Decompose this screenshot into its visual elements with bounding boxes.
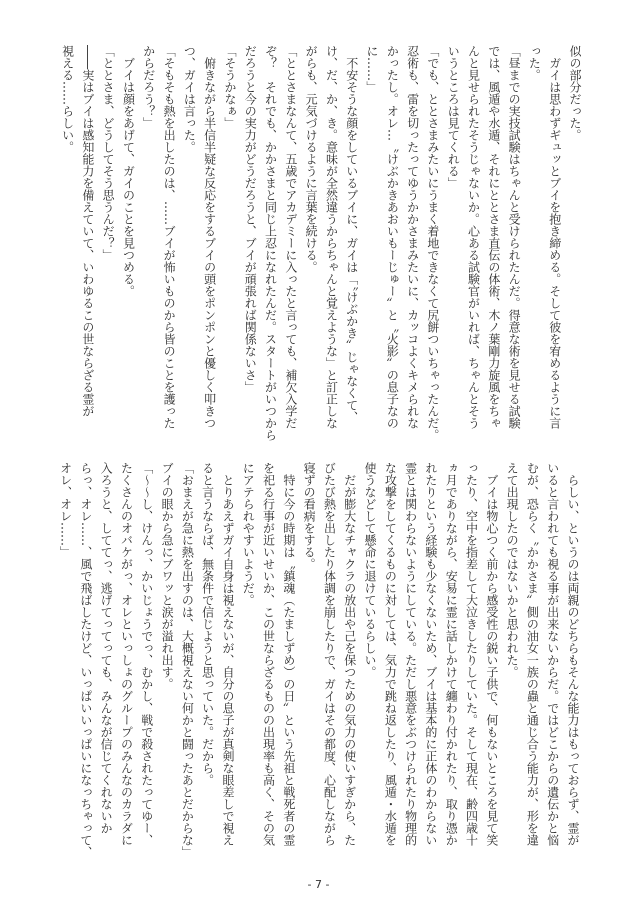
text-line: 「そうかなぁ」 [222, 45, 237, 129]
text-line: 似の部分だった。 [568, 45, 582, 141]
text-line: びたび熱を出したり体調を崩したりで、ガイはその都度、心配しながら [322, 462, 337, 846]
text-line: 「ととさま、どうしてそう思うんだ？」 [101, 45, 116, 261]
text-line: 入ろうと、しててっ、逃げてってっても、みんなが信じてくれないか [99, 462, 114, 834]
text-line: らしい、というのは両親のどちらもそんな能力はもっておらず、霊が [566, 462, 580, 846]
text-line: れたりという経験も少なくないため、ブイは基本的に正体のわからない [423, 462, 438, 846]
text-line: つ、ガイは言った。 [182, 45, 197, 153]
text-line: だが膨大なチャクラの放出や己を保つための気力の使いすぎから、た [342, 462, 357, 846]
text-line: 「ととさまなんて、五歳でアカデミーに入ったと言っても、補欠入学だ [283, 45, 298, 429]
text-line: 俯きながら半信半疑な反応をするブイの頭をポンポンと優しく叩きつ [202, 45, 217, 429]
text-block-lower [55, 462, 583, 858]
text-line: 特に今の時期は〝鎮魂（たましずめ）の日〟という先祖と戦死者の霊 [281, 462, 296, 846]
text-line: ブイは顔をあげて、ガイのことを見つめる。 [121, 45, 136, 297]
text-line: ガイは思わずギュッとブイを抱き締める。そして彼を宥めるように言 [547, 45, 562, 429]
text-line: 視える……らしい。 [60, 45, 75, 153]
text-line: オレ、オレ……」 [58, 462, 73, 558]
text-line: 「～～し、けんっ、かいじょうでっ、むかし、戦で殺されたってゆー、 [139, 462, 154, 846]
text-line: にアテられやすいようだ。 [241, 462, 256, 606]
text-line: とりあえずガイ自身は視えないが、自分の息子が真剣な眼差しで視え [220, 462, 235, 846]
page-number: - 7 - [307, 878, 330, 891]
text-line: では、風遁や水遁、それにととさま直伝の体術、木ノ葉剛力旋風をちゃ [486, 45, 501, 429]
text-line: 使うなどして懸命に退けているらしい。 [363, 462, 378, 678]
text-line: ヵ月でありながら、安易に霊に話しかけて纏わり付かれたり、取り憑か [444, 462, 459, 846]
text-line: 「でも、ととさまみたいにうまく着地できなくて尻餅ついちゃったんだ。 [425, 45, 440, 441]
text-line: いると言われても視る事が出来ないからだ。ではどこからの遺伝かと悩 [545, 462, 560, 846]
text-line: がらも、元気づけるように言葉を続ける。 [304, 45, 319, 273]
text-line: えて出現したのではないかと思われた。 [505, 462, 520, 678]
text-line: 「そもそも熱を出したのは、……ブイが怖いものから皆のことを護った [162, 45, 177, 429]
text-line: むが、恐らく〝かかさま〟側の油女一族の蟲と通じ合う能力が、形を違 [525, 462, 540, 846]
text-line: からだろう？」 [141, 45, 156, 129]
text-line: な攻撃をしてくるものに対しては、気力で跳ね返したり、風遁・水遁を [383, 462, 398, 846]
text-line: を祀る行事が近いせいか、この世ならざるものの出現率も高く、その気 [261, 462, 276, 846]
text-line: たくさんのオバケがっ、オレといっしょのグループのみんなのカラダに [119, 462, 134, 846]
text-line: 「昼までの実技試験はちゃんと受けられたんだ。得意な術を見せる試験 [507, 45, 522, 429]
text-line: んと見せられたそうじゃないか。心ある試験官がいれば、ちゃんとそう [466, 45, 481, 429]
text-line: 「おまえが急に熱を出すのは、大概視えない何かと闘ったあとだからな」 [180, 462, 195, 858]
text-line: かったし。オレ…〝けぶかきあおいもーじゅー〟と〝火影〟の息子なの [385, 45, 400, 429]
text-line: った。 [527, 45, 542, 81]
text-line: ブイは物心つく前から感受性の鋭い子供で、何もないところを見て笑 [484, 462, 499, 846]
text-line: ったり、空中を指差して大泣きしたりしていた。そして現在、齢四歳十 [464, 462, 479, 846]
text-line: ブイの眼から急にブワッと涙が溢れ出す。 [160, 462, 175, 690]
text-line: だろうと今の実力がどうだろうと、ブイが頑張れば関係ないさ」 [243, 45, 258, 393]
text-line: ぞ？ それでも、かかさまと同じ上忍になれたんだ。スタートがいつから [263, 45, 278, 441]
text-line: いうところは見てくれる」 [446, 45, 461, 189]
text-line: ――実はブイは感知能力を備えていて、いわゆるこの世ならざる霊が [80, 45, 95, 417]
text-line: らっ、オレ……、風で飛ばしたけど、いっぱいいっぱいになっちゃって、 [78, 462, 93, 858]
text-line: 忍術も、雷を切ったってゆうかかさまみたいに、カッコよくキメられな [405, 45, 420, 429]
text-line: ると言うならば、無条件で信じようと思っていた。だから。 [200, 462, 215, 786]
text-line: 寝ずの看病をする。 [302, 462, 317, 570]
text-line: 霊とは関わらないようにしている。ただし悪意をぶつけられたり物理的 [403, 462, 418, 846]
text-line: け、だ、か、き。意味が全然違うからちゃんと覚えような」と訂正しな [324, 45, 339, 429]
text-block-upper [57, 45, 585, 441]
text-line: に……」 [365, 45, 380, 93]
text-line: 不安そうな顔をしているブイに、ガイは「〝けぶかき〟じゃなくて、 [344, 45, 359, 423]
